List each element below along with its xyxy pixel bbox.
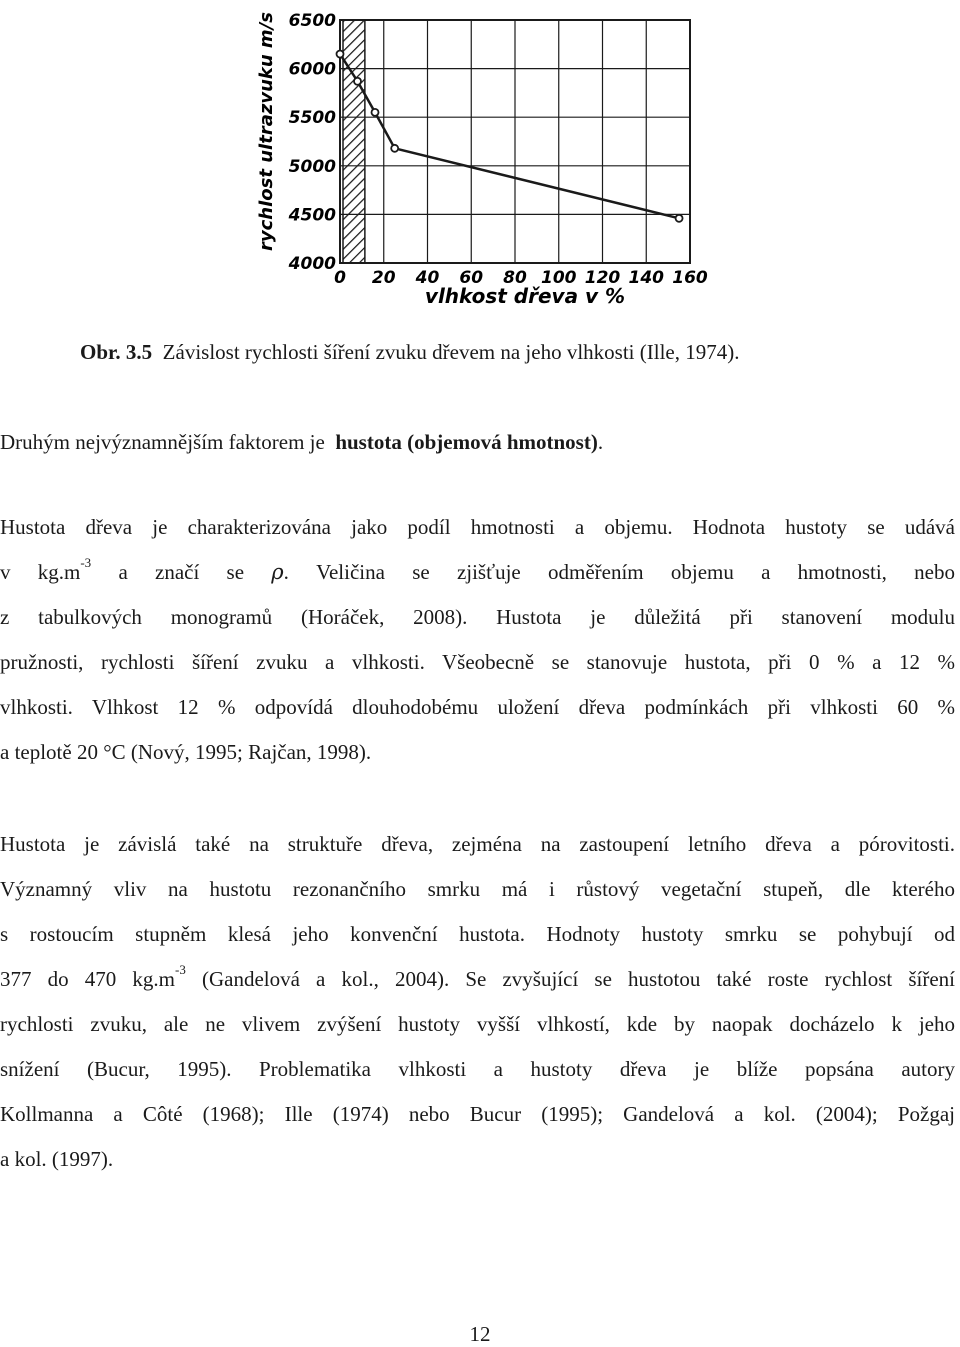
y-tick-label: 5500: [288, 108, 336, 129]
text-line: a kol. (1997).: [0, 1147, 114, 1171]
series-line: [340, 54, 679, 218]
text-line: z tabulkových monogramů (Horáček, 2008). Hustota je důležitá při stanovení modulu: [0, 605, 955, 629]
x-axis-label: vlhkost dřeva v %: [424, 284, 626, 305]
superscript: -3: [174, 962, 186, 977]
text-line: Hustota je závislá také na struktuře dřeva, zejména na zastoupení letního dřeva a pórovitosti.: [0, 832, 955, 856]
figure-chart: [250, 5, 720, 305]
y-axis-label: rychlost ultrazvuku m/s: [256, 12, 277, 251]
text-line: Hustota dřeva je charakterizována jako podíl hmotnosti a objemu. Hodnota hustoty se udává: [0, 515, 955, 539]
chart-svg: [250, 5, 720, 305]
paragraph-end: .: [597, 430, 604, 454]
text-line: snížení (Bucur, 1995). Problematika vlhkosti a hustoty dřeva je blíže popsána autory: [0, 1057, 955, 1081]
paragraph-density-definition: [0, 505, 955, 775]
caption-text: Závislost rychlosti šíření zvuku dřevem na jeho vlhkosti (Ille, 1974).: [162, 340, 740, 364]
y-tick-label: 4000: [288, 254, 336, 274]
page-number: 12: [469, 1322, 491, 1346]
text-line: [0, 957, 955, 1002]
caption-label: Obr. 3.5: [80, 340, 153, 364]
text-line: s rostoucím stupněm klesá jeho konvenční hustota. Hodnoty hustoty smrku se pohybují od: [0, 922, 955, 946]
y-tick-label: 4500: [288, 205, 336, 226]
text-line: vlhkosti. Vlhkost 12 % odpovídá dlouhodobému uložení dřeva podmínkách při vlhkosti 60 %: [0, 695, 955, 719]
paragraph-density-structure: [0, 822, 955, 1182]
text-fragment: 377 do 470 kg.m: [0, 967, 175, 991]
highlighted-term: hustota (objemová hmotnost): [335, 430, 598, 454]
figure-caption: [80, 340, 739, 365]
text-fragment: . Veličina se zjišťuje odměřením objemu a hmotnosti, nebo: [283, 560, 955, 584]
text-line: Významný vliv na hustotu rezonančního smrku má i růstový vegetační stupeň, dle kterého: [0, 877, 955, 901]
rho-symbol: ρ: [271, 560, 284, 584]
text-line: pružnosti, rychlosti šíření zvuku a vlhkosti. Všeobecně se stanovuje hustota, při 0 % a 12 %: [0, 650, 955, 674]
data-point: [391, 145, 398, 152]
x-tick-label: 0: [334, 268, 346, 288]
text-fragment: a značí se: [118, 560, 245, 584]
grid-lines: [340, 20, 690, 263]
text-fragment: v kg.m: [0, 560, 81, 584]
y-tick-label: 5000: [288, 156, 336, 177]
data-point: [372, 109, 379, 116]
x-tick-label: 20: [371, 268, 396, 288]
text-fragment: (Gandelová a kol., 2004). Se zvyšující se hustotou také roste rychlost šíření: [201, 967, 956, 991]
text-line: Kollmanna a Côté (1968); Ille (1974) nebo Bucur (1995); Gandelová a kol. (2004); Požgaj: [0, 1102, 955, 1126]
superscript: -3: [80, 555, 92, 570]
paragraph-density-intro: [0, 420, 955, 465]
hatched-region: [343, 20, 365, 263]
data-point: [337, 51, 344, 58]
text-line: a teplotě 20 °C (Nový, 1995; Rajčan, 1998).: [0, 740, 372, 764]
x-tick-label: 120: [584, 268, 621, 288]
x-tick-label: 160: [672, 268, 708, 288]
text-line: rychlosti zvuku, ale ne vlivem zvýšení hustoty vyšší vlhkostí, kde by naopak docházelo k jeho: [0, 1012, 955, 1036]
x-tick-label: 140: [628, 268, 664, 288]
paragraph-text: Druhým nejvýznamnějším faktorem je: [0, 430, 325, 454]
y-tick-label: 6500: [288, 11, 336, 31]
x-tick-label: 60: [459, 268, 484, 288]
x-tick-label: 100: [541, 268, 577, 288]
y-tick-label: 6000: [288, 59, 336, 80]
data-point: [354, 78, 361, 85]
x-tick-label: 80: [503, 268, 527, 288]
x-tick-label: 40: [415, 268, 440, 288]
data-point: [676, 215, 683, 222]
text-line: [0, 550, 955, 595]
